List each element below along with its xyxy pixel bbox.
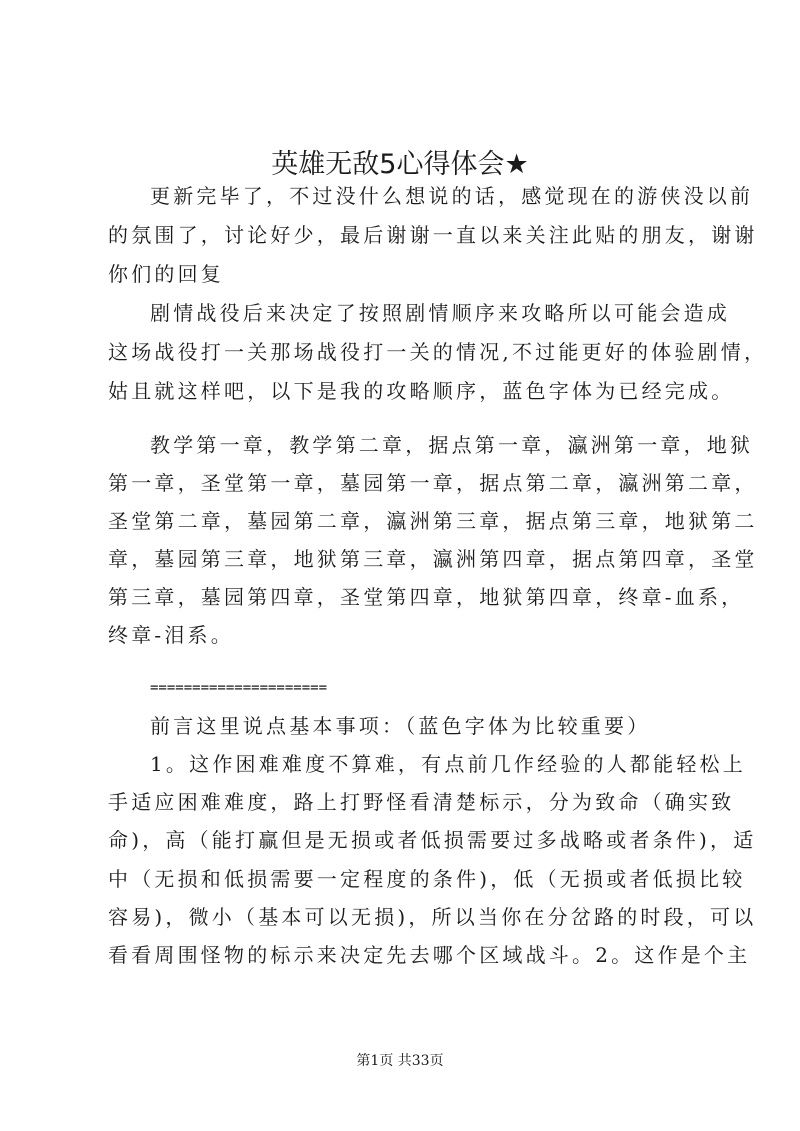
text-line: 中（无损和低损需要一定程度的条件)，低（无损或者低损比较 bbox=[108, 867, 746, 891]
text-line: 前言这里说点基本事项：（蓝色字体为比较重要） bbox=[150, 714, 651, 738]
text-line: 更新完毕了，不过没什么想说的话，感觉现在的游侠没以前 bbox=[150, 184, 754, 208]
text-line: 教学第一章，教学第二章，据点第一章，瀛洲第一章，地狱 bbox=[150, 433, 754, 457]
text-line: 这场战役打一关那场战役打一关的情况,不过能更好的体验剧情， bbox=[108, 340, 768, 364]
text-line: 的氛围了，讨论好少，最后谢谢一直以来关注此贴的朋友，谢谢 bbox=[108, 223, 758, 247]
text-line: 命)，高（能打赢但是无损或者低损需要过多战略或者条件)，适 bbox=[108, 828, 757, 852]
separator-line: ===================== bbox=[150, 680, 328, 696]
text-line: 看看周围怪物的标示来决定先去哪个区域战斗。2。这作是个主 bbox=[108, 943, 751, 967]
text-line: 1。这作困难难度不算难，有点前几作经验的人都能轻松上 bbox=[150, 752, 746, 776]
text-line: 圣堂第二章，墓园第二章，瀛洲第三章，据点第三章，地狱第二 bbox=[108, 509, 758, 533]
text-line: 剧情战役后来决定了按照剧情顺序来攻略所以可能会造成 bbox=[150, 301, 730, 325]
text-line: 章，墓园第三章，地狱第三章，瀛洲第四章，据点第四章，圣堂 bbox=[108, 547, 758, 571]
text-line: 终章-泪系。 bbox=[108, 623, 234, 647]
text-line: 姑且就这样吧，以下是我的攻略顺序，蓝色字体为已经完成。 bbox=[108, 379, 735, 403]
text-line: 你们的回复 bbox=[108, 262, 224, 286]
text-line: 第一章，圣堂第一章，墓园第一章，据点第二章，瀛洲第二章， bbox=[108, 471, 758, 495]
text-line: 手适应困难难度，路上打野怪看清楚标示，分为致命（确实致 bbox=[108, 790, 735, 814]
page-number: 第1页 共33页 bbox=[356, 1053, 444, 1069]
document-title: 英雄无敌5心得体会★ bbox=[271, 149, 529, 180]
text-line: 容易)，微小（基本可以无损)，所以当你在分岔路的时段，可以 bbox=[108, 905, 757, 929]
text-line: 第三章，墓园第四章，圣堂第四章，地狱第四章，终章-血系， bbox=[108, 585, 745, 609]
